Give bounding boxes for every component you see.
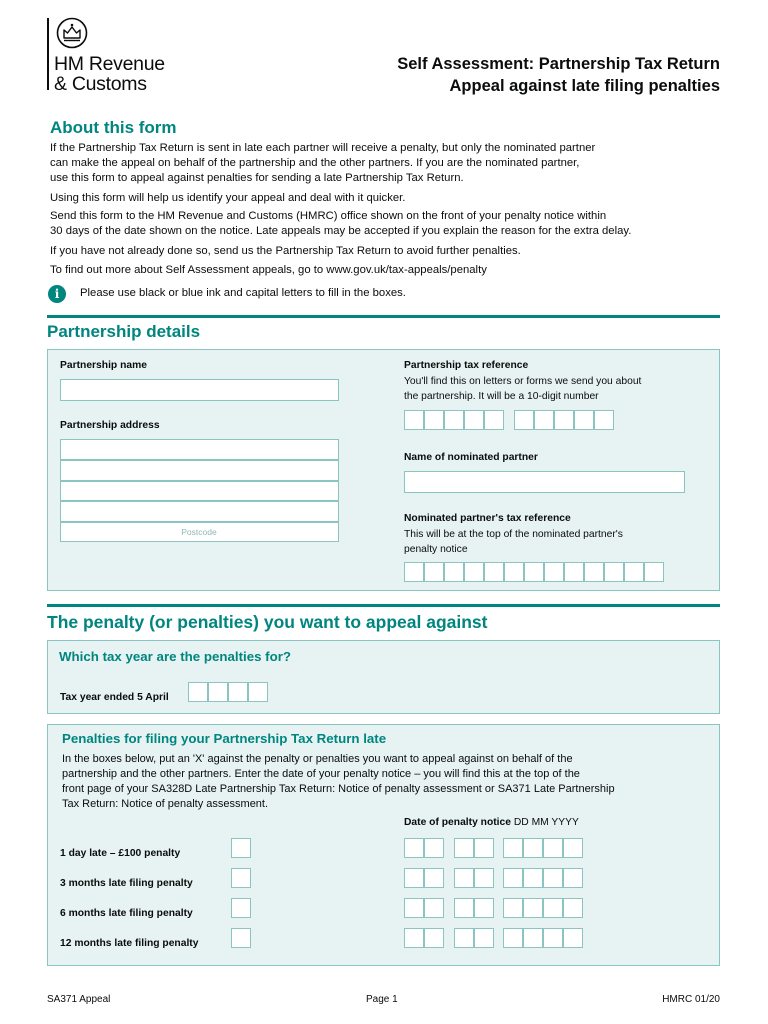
date-digit-box[interactable] xyxy=(503,868,523,888)
partnership-heading: Partnership details xyxy=(47,322,201,341)
partnership-address-label: Partnership address xyxy=(60,420,160,431)
postcode-placeholder: Postcode xyxy=(181,527,217,537)
about-paragraph-5: To find out more about Self Assessment appeals, go to www.gov.uk/tax-appeals/penalty xyxy=(50,264,487,276)
penalty-row-checkbox-wrap xyxy=(231,898,251,918)
tax-reference-hint-line2: the partnership. It will be a 10-digit number xyxy=(404,391,599,402)
utr-digit-box[interactable] xyxy=(594,410,614,430)
notice-year-boxes xyxy=(503,868,583,888)
year-digit-box[interactable] xyxy=(228,682,248,702)
date-of-notice-label xyxy=(404,817,579,828)
filing-instructions-line2: partnership and the other partners. Enter the date of your penalty notice – you will find this at the top of the xyxy=(62,768,580,780)
about-paragraph-4: If you have not already done so, send us the Partnership Tax Return to avoid further penalties. xyxy=(50,245,521,257)
penalty-row-checkbox-wrap xyxy=(231,868,251,888)
date-digit-box[interactable] xyxy=(563,898,583,918)
info-note: Please use black or blue ink and capital letters to fill in the boxes. xyxy=(80,287,406,299)
org-name xyxy=(54,54,165,94)
penalty-checkbox[interactable] xyxy=(231,928,251,948)
notice-month-boxes xyxy=(454,898,494,918)
notice-day-boxes xyxy=(404,928,444,948)
partnership-details-panel xyxy=(47,349,720,591)
partnership-utr-boxes-part2 xyxy=(514,410,614,430)
date-digit-box[interactable] xyxy=(404,868,424,888)
reference-digit-box[interactable] xyxy=(624,562,644,582)
utr-digit-box[interactable] xyxy=(464,410,484,430)
reference-digit-box[interactable] xyxy=(484,562,504,582)
reference-digit-box[interactable] xyxy=(644,562,664,582)
date-digit-box[interactable] xyxy=(474,928,494,948)
footer-version: HMRC 01/20 xyxy=(662,994,720,1005)
filing-instructions-line4: Tax Return: Notice of penalty assessment. xyxy=(62,798,269,810)
date-digit-box[interactable] xyxy=(454,868,474,888)
penalty-row-label: 12 months late filing penalty xyxy=(60,938,199,949)
year-digit-box[interactable] xyxy=(208,682,228,702)
notice-year-boxes xyxy=(503,928,583,948)
utr-digit-box[interactable] xyxy=(534,410,554,430)
date-digit-box[interactable] xyxy=(454,838,474,858)
penalty-row-checkbox-wrap xyxy=(231,838,251,858)
penalty-row-label: 6 months late filing penalty xyxy=(60,908,193,919)
utr-digit-box[interactable] xyxy=(554,410,574,430)
reference-digit-box[interactable] xyxy=(404,562,424,582)
org-name-line2: & Customs xyxy=(54,73,147,95)
filing-instructions-line3: front page of your SA328D Late Partnership Tax Return: Notice of penalty assessment or SA371 Late Partnership xyxy=(62,783,615,795)
utr-digit-box[interactable] xyxy=(574,410,594,430)
nominated-partner-name-label: Name of nominated partner xyxy=(404,452,538,463)
about-paragraph-2: Using this form will help us identify your appeal and deal with it quicker. xyxy=(50,192,406,204)
notice-month-boxes xyxy=(454,868,494,888)
partnership-utr-boxes-part1 xyxy=(404,410,504,430)
date-digit-box[interactable] xyxy=(503,928,523,948)
date-digit-box[interactable] xyxy=(454,928,474,948)
document-title xyxy=(397,53,720,97)
date-of-notice-text: Date of penalty notice xyxy=(404,817,511,828)
filing-penalties-instructions xyxy=(62,752,712,812)
about-paragraph-1 xyxy=(50,141,710,186)
address-line-3-input[interactable] xyxy=(60,481,339,501)
date-digit-box[interactable] xyxy=(503,838,523,858)
about-p3-line2: 30 days of the date shown on the notice. Late appeals may be accepted if you explain the reason for the extra delay. xyxy=(50,225,632,237)
date-digit-box[interactable] xyxy=(543,838,563,858)
date-digit-box[interactable] xyxy=(404,838,424,858)
date-digit-box[interactable] xyxy=(563,868,583,888)
date-digit-box[interactable] xyxy=(454,898,474,918)
partnership-name-input[interactable] xyxy=(60,379,339,401)
filing-instructions-line1: In the boxes below, put an 'X' against the penalty or penalties you want to appeal against on behalf of the xyxy=(62,753,573,765)
utr-digit-box[interactable] xyxy=(404,410,424,430)
info-icon: i xyxy=(48,285,66,303)
notice-day-boxes xyxy=(404,838,444,858)
logo-rule xyxy=(47,18,49,90)
year-digit-box[interactable] xyxy=(248,682,268,702)
filing-penalties-panel xyxy=(47,724,720,966)
utr-digit-box[interactable] xyxy=(514,410,534,430)
about-p3-line1: Send this form to the HM Revenue and Customs (HMRC) office shown on the front of your penalty notice within xyxy=(50,210,607,222)
partnership-name-label: Partnership name xyxy=(60,360,147,371)
date-digit-box[interactable] xyxy=(424,928,444,948)
nominated-reference-hint-line1: This will be at the top of the nominated partner's xyxy=(404,529,623,540)
date-digit-box[interactable] xyxy=(503,898,523,918)
date-digit-box[interactable] xyxy=(424,868,444,888)
reference-digit-box[interactable] xyxy=(444,562,464,582)
penalty-row-checkbox-wrap xyxy=(231,928,251,948)
date-digit-box[interactable] xyxy=(543,898,563,918)
reference-digit-box[interactable] xyxy=(584,562,604,582)
partnership-tax-reference-hint xyxy=(404,374,641,404)
nominated-partner-reference-boxes xyxy=(404,562,664,582)
reference-digit-box[interactable] xyxy=(524,562,544,582)
nominated-reference-hint-line2: penalty notice xyxy=(404,544,468,555)
date-digit-box[interactable] xyxy=(474,838,494,858)
tax-reference-hint-line1: You'll find this on letters or forms we send you about xyxy=(404,376,642,387)
penalty-checkbox[interactable] xyxy=(231,898,251,918)
partnership-tax-reference-label: Partnership tax reference xyxy=(404,360,529,371)
tax-year-panel xyxy=(47,640,720,714)
about-p1-line1: If the Partnership Tax Return is sent in late each partner will receive a penalty, but only the nominated partner xyxy=(50,142,596,154)
date-digit-box[interactable] xyxy=(474,868,494,888)
date-digit-box[interactable] xyxy=(404,898,424,918)
utr-digit-box[interactable] xyxy=(424,410,444,430)
penalty-checkbox[interactable] xyxy=(231,838,251,858)
date-digit-box[interactable] xyxy=(424,838,444,858)
nominated-partner-reference-hint xyxy=(404,527,623,557)
section-divider xyxy=(47,315,720,318)
date-digit-box[interactable] xyxy=(543,868,563,888)
about-p1-line3: use this form to appeal against penalties for sending a late Partnership Tax Return. xyxy=(50,172,464,184)
reference-digit-box[interactable] xyxy=(424,562,444,582)
org-name-line1: HM Revenue xyxy=(54,53,165,75)
footer-page-number: Page 1 xyxy=(366,994,398,1005)
date-digit-box[interactable] xyxy=(543,928,563,948)
tax-year-label: Tax year ended 5 April xyxy=(60,692,169,703)
tax-year-boxes xyxy=(188,682,268,702)
notice-day-boxes xyxy=(404,868,444,888)
address-line-4-input[interactable] xyxy=(60,501,339,522)
penalty-row-label: 3 months late filing penalty xyxy=(60,878,193,889)
date-digit-box[interactable] xyxy=(523,898,543,918)
date-format-hint: DD MM YYYY xyxy=(513,817,579,828)
date-digit-box[interactable] xyxy=(563,928,583,948)
filing-penalties-heading: Penalties for filing your Partnership Tax Return late xyxy=(62,731,387,746)
utr-digit-box[interactable] xyxy=(444,410,464,430)
notice-year-boxes xyxy=(503,898,583,918)
nominated-partner-name-input[interactable] xyxy=(404,471,685,493)
date-digit-box[interactable] xyxy=(523,838,543,858)
date-digit-box[interactable] xyxy=(474,898,494,918)
utr-digit-box[interactable] xyxy=(484,410,504,430)
footer-form-code: SA371 Appeal xyxy=(47,994,111,1005)
date-digit-box[interactable] xyxy=(424,898,444,918)
section-divider xyxy=(47,604,720,607)
reference-digit-box[interactable] xyxy=(504,562,524,582)
document-title-line1: Self Assessment: Partnership Tax Return xyxy=(397,55,720,73)
reference-digit-box[interactable] xyxy=(604,562,624,582)
date-digit-box[interactable] xyxy=(523,868,543,888)
penalty-row-label: 1 day late – £100 penalty xyxy=(60,848,181,859)
reference-digit-box[interactable] xyxy=(464,562,484,582)
date-digit-box[interactable] xyxy=(404,928,424,948)
about-p1-line2: can make the appeal on behalf of the partnership and the other partners. If you are the nominated partner, xyxy=(50,157,580,169)
about-paragraph-3 xyxy=(50,209,710,239)
penalty-checkbox[interactable] xyxy=(231,868,251,888)
tax-year-heading: Which tax year are the penalties for? xyxy=(59,649,292,664)
crown-crest-icon xyxy=(56,17,88,49)
notice-day-boxes xyxy=(404,898,444,918)
address-line-2-input[interactable] xyxy=(60,460,339,481)
reference-digit-box[interactable] xyxy=(544,562,564,582)
notice-month-boxes xyxy=(454,838,494,858)
date-digit-box[interactable] xyxy=(563,838,583,858)
notice-year-boxes xyxy=(503,838,583,858)
nominated-partner-reference-label: Nominated partner's tax reference xyxy=(404,513,571,524)
document-title-line2: Appeal against late filing penalties xyxy=(449,77,720,95)
about-heading: About this form xyxy=(50,118,177,137)
reference-digit-box[interactable] xyxy=(564,562,584,582)
year-digit-box[interactable] xyxy=(188,682,208,702)
date-digit-box[interactable] xyxy=(523,928,543,948)
notice-month-boxes xyxy=(454,928,494,948)
address-line-1-input[interactable] xyxy=(60,439,339,460)
penalty-heading: The penalty (or penalties) you want to appeal against xyxy=(47,612,488,632)
